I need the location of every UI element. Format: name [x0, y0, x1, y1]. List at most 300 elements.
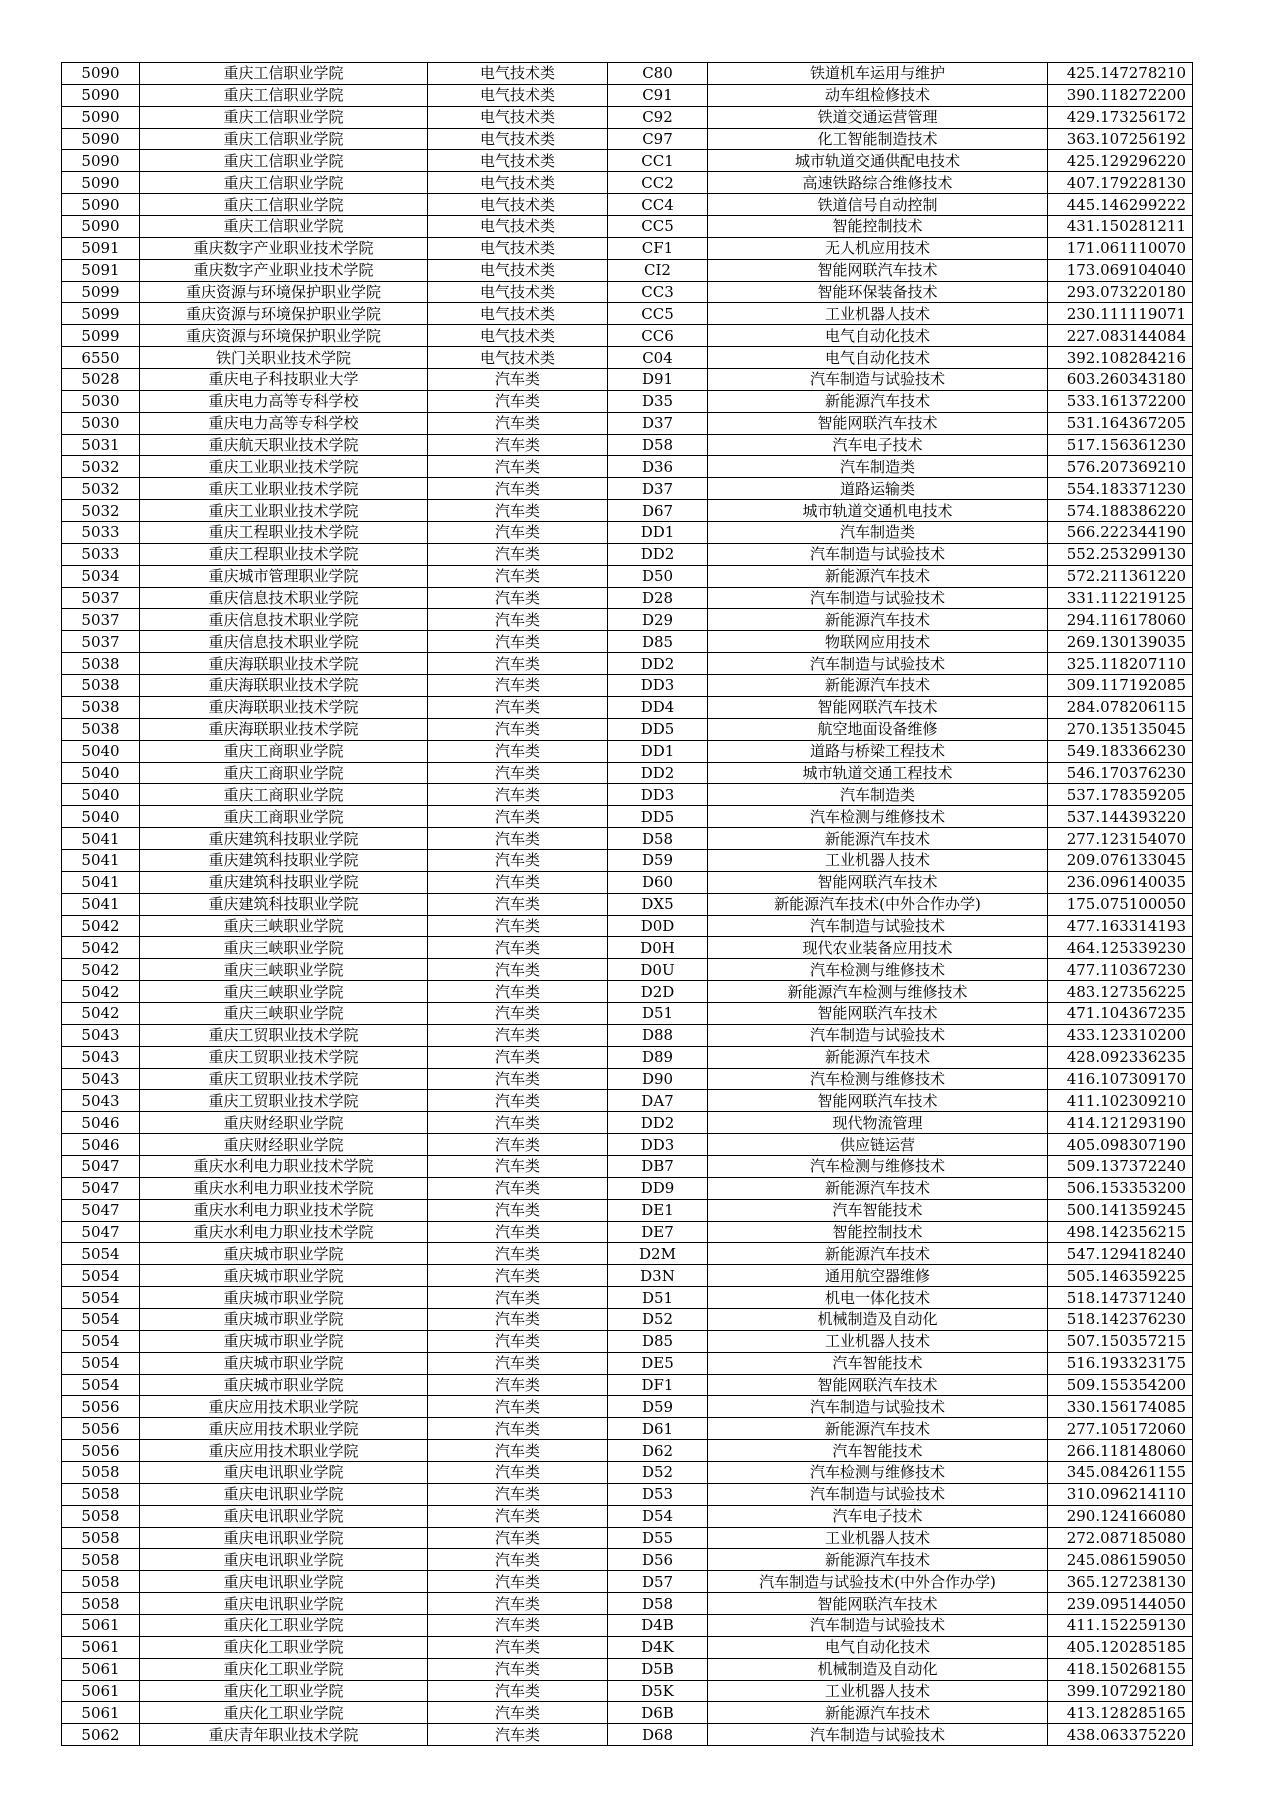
table-row [62, 390, 1193, 412]
table-row [62, 500, 1193, 522]
table-row [62, 1593, 1193, 1615]
school-code-cell: 5030 [62, 412, 140, 434]
school-code-cell: 5058 [62, 1527, 140, 1549]
school-name-cell: 重庆水利电力职业技术学院 [140, 1177, 428, 1199]
table-row [62, 1352, 1193, 1374]
table-row [62, 893, 1193, 915]
score-cell: 290.124166080 [1048, 1505, 1193, 1527]
score-cell: 392.108284216 [1048, 347, 1193, 369]
table-row [62, 1068, 1193, 1090]
school-code-cell: 5090 [62, 194, 140, 216]
major-code-cell: D58 [608, 434, 708, 456]
score-cell: 330.156174085 [1048, 1396, 1193, 1418]
score-cell: 365.127238130 [1048, 1571, 1193, 1593]
school-code-cell: 5041 [62, 871, 140, 893]
category-cell: 汽车类 [428, 1440, 608, 1462]
major-code-cell: D62 [608, 1440, 708, 1462]
major-code-cell: C04 [608, 347, 708, 369]
major-code-cell: DD3 [608, 784, 708, 806]
table-row [62, 915, 1193, 937]
school-code-cell: 5040 [62, 762, 140, 784]
score-cell: 277.105172060 [1048, 1418, 1193, 1440]
score-cell: 572.211361220 [1048, 565, 1193, 587]
table-row [62, 565, 1193, 587]
table-row [62, 1396, 1193, 1418]
score-cell: 245.086159050 [1048, 1549, 1193, 1571]
score-cell: 429.173256172 [1048, 106, 1193, 128]
major-name-cell: 工业机器人技术 [708, 1527, 1048, 1549]
category-cell: 汽车类 [428, 1308, 608, 1330]
school-name-cell: 重庆工信职业学院 [140, 84, 428, 106]
major-code-cell: CC3 [608, 281, 708, 303]
major-code-cell: D54 [608, 1505, 708, 1527]
score-cell: 269.130139035 [1048, 631, 1193, 653]
category-cell: 汽车类 [428, 1112, 608, 1134]
school-code-cell: 5041 [62, 828, 140, 850]
school-name-cell: 重庆资源与环境保护职业学院 [140, 303, 428, 325]
school-name-cell: 铁门关职业技术学院 [140, 347, 428, 369]
school-code-cell: 5028 [62, 369, 140, 391]
major-code-cell: DD1 [608, 740, 708, 762]
score-cell: 425.147278210 [1048, 63, 1193, 85]
category-cell: 汽车类 [428, 609, 608, 631]
table-row [62, 347, 1193, 369]
major-code-cell: D67 [608, 500, 708, 522]
category-cell: 汽车类 [428, 1374, 608, 1396]
major-name-cell: 汽车制造类 [708, 456, 1048, 478]
score-cell: 483.127356225 [1048, 981, 1193, 1003]
school-code-cell: 5046 [62, 1134, 140, 1156]
school-name-cell: 重庆数字产业职业技术学院 [140, 237, 428, 259]
table-row [62, 740, 1193, 762]
school-name-cell: 重庆化工职业学院 [140, 1702, 428, 1724]
major-name-cell: 智能网联汽车技术 [708, 1090, 1048, 1112]
category-cell: 电气技术类 [428, 325, 608, 347]
school-code-cell: 5043 [62, 1046, 140, 1068]
score-cell: 173.069104040 [1048, 259, 1193, 281]
major-name-cell: 汽车电子技术 [708, 1505, 1048, 1527]
major-name-cell: 汽车制造类 [708, 784, 1048, 806]
school-code-cell: 5032 [62, 500, 140, 522]
table-row [62, 106, 1193, 128]
category-cell: 汽车类 [428, 915, 608, 937]
category-cell: 汽车类 [428, 1724, 608, 1746]
school-name-cell: 重庆工业职业技术学院 [140, 500, 428, 522]
admission-score-table [61, 62, 1193, 1746]
major-code-cell: DD3 [608, 675, 708, 697]
major-name-cell: 工业机器人技术 [708, 849, 1048, 871]
school-code-cell: 5038 [62, 696, 140, 718]
table-row [62, 1024, 1193, 1046]
score-cell: 464.125339230 [1048, 937, 1193, 959]
major-code-cell: C80 [608, 63, 708, 85]
school-name-cell: 重庆工信职业学院 [140, 106, 428, 128]
school-name-cell: 重庆水利电力职业技术学院 [140, 1221, 428, 1243]
category-cell: 电气技术类 [428, 150, 608, 172]
school-name-cell: 重庆信息技术职业学院 [140, 587, 428, 609]
school-name-cell: 重庆化工职业学院 [140, 1636, 428, 1658]
school-code-cell: 5040 [62, 806, 140, 828]
table-row [62, 456, 1193, 478]
category-cell: 汽车类 [428, 937, 608, 959]
category-cell: 汽车类 [428, 1155, 608, 1177]
major-code-cell: C97 [608, 128, 708, 150]
table-row [62, 762, 1193, 784]
category-cell: 汽车类 [428, 500, 608, 522]
category-cell: 汽车类 [428, 1199, 608, 1221]
table-row [62, 128, 1193, 150]
category-cell: 汽车类 [428, 1571, 608, 1593]
score-cell: 209.076133045 [1048, 849, 1193, 871]
major-name-cell: 铁道信号自动控制 [708, 194, 1048, 216]
table-row [62, 631, 1193, 653]
score-cell: 517.156361230 [1048, 434, 1193, 456]
category-cell: 汽车类 [428, 828, 608, 850]
major-code-cell: DD5 [608, 806, 708, 828]
school-name-cell: 重庆电讯职业学院 [140, 1483, 428, 1505]
category-cell: 汽车类 [428, 587, 608, 609]
major-code-cell: DA7 [608, 1090, 708, 1112]
school-name-cell: 重庆信息技术职业学院 [140, 609, 428, 631]
school-name-cell: 重庆电讯职业学院 [140, 1462, 428, 1484]
table-row [62, 653, 1193, 675]
school-code-cell: 5091 [62, 259, 140, 281]
score-cell: 405.098307190 [1048, 1134, 1193, 1156]
score-cell: 505.146359225 [1048, 1265, 1193, 1287]
major-code-cell: D50 [608, 565, 708, 587]
school-name-cell: 重庆应用技术职业学院 [140, 1396, 428, 1418]
category-cell: 汽车类 [428, 893, 608, 915]
score-cell: 277.123154070 [1048, 828, 1193, 850]
school-name-cell: 重庆工信职业学院 [140, 194, 428, 216]
school-code-cell: 5037 [62, 609, 140, 631]
major-code-cell: D85 [608, 1330, 708, 1352]
table-row [62, 1549, 1193, 1571]
major-code-cell: CC1 [608, 150, 708, 172]
category-cell: 汽车类 [428, 959, 608, 981]
school-name-cell: 重庆工贸职业技术学院 [140, 1024, 428, 1046]
score-cell: 171.061110070 [1048, 237, 1193, 259]
table-row [62, 1483, 1193, 1505]
school-name-cell: 重庆资源与环境保护职业学院 [140, 325, 428, 347]
score-cell: 509.137372240 [1048, 1155, 1193, 1177]
score-cell: 471.104367235 [1048, 1002, 1193, 1024]
major-code-cell: D52 [608, 1308, 708, 1330]
school-name-cell: 重庆工贸职业技术学院 [140, 1090, 428, 1112]
major-name-cell: 铁道机车运用与维护 [708, 63, 1048, 85]
score-cell: 407.179228130 [1048, 172, 1193, 194]
school-code-cell: 5056 [62, 1418, 140, 1440]
school-code-cell: 5041 [62, 849, 140, 871]
score-cell: 331.112219125 [1048, 587, 1193, 609]
school-name-cell: 重庆工信职业学院 [140, 63, 428, 85]
score-cell: 533.161372200 [1048, 390, 1193, 412]
school-code-cell: 5042 [62, 937, 140, 959]
school-name-cell: 重庆财经职业学院 [140, 1112, 428, 1134]
major-name-cell: 智能控制技术 [708, 1221, 1048, 1243]
major-code-cell: DE5 [608, 1352, 708, 1374]
major-code-cell: D59 [608, 1396, 708, 1418]
major-code-cell: C91 [608, 84, 708, 106]
table-row [62, 937, 1193, 959]
category-cell: 汽车类 [428, 1418, 608, 1440]
major-code-cell: D55 [608, 1527, 708, 1549]
score-cell: 293.073220180 [1048, 281, 1193, 303]
table-row [62, 1265, 1193, 1287]
school-code-cell: 5090 [62, 84, 140, 106]
school-name-cell: 重庆三峡职业学院 [140, 1002, 428, 1024]
table-row [62, 1636, 1193, 1658]
school-code-cell: 5043 [62, 1090, 140, 1112]
school-code-cell: 5042 [62, 915, 140, 937]
school-name-cell: 重庆电讯职业学院 [140, 1593, 428, 1615]
major-code-cell: C92 [608, 106, 708, 128]
table-row [62, 1462, 1193, 1484]
table-row [62, 1571, 1193, 1593]
score-cell: 416.107309170 [1048, 1068, 1193, 1090]
school-code-cell: 5054 [62, 1308, 140, 1330]
school-name-cell: 重庆海联职业技术学院 [140, 718, 428, 740]
major-name-cell: 新能源汽车技术 [708, 565, 1048, 587]
school-code-cell: 5054 [62, 1265, 140, 1287]
major-name-cell: 汽车智能技术 [708, 1199, 1048, 1221]
school-name-cell: 重庆三峡职业学院 [140, 981, 428, 1003]
score-cell: 576.207369210 [1048, 456, 1193, 478]
major-code-cell: CC4 [608, 194, 708, 216]
score-cell: 509.155354200 [1048, 1374, 1193, 1396]
major-code-cell: DD2 [608, 543, 708, 565]
school-name-cell: 重庆信息技术职业学院 [140, 631, 428, 653]
school-code-cell: 5037 [62, 587, 140, 609]
major-code-cell: DF1 [608, 1374, 708, 1396]
major-name-cell: 汽车制造与试验技术 [708, 653, 1048, 675]
category-cell: 汽车类 [428, 1046, 608, 1068]
table-row [62, 325, 1193, 347]
major-code-cell: CC6 [608, 325, 708, 347]
score-cell: 272.087185080 [1048, 1527, 1193, 1549]
school-code-cell: 5046 [62, 1112, 140, 1134]
table-row [62, 194, 1193, 216]
major-name-cell: 机械制造及自动化 [708, 1308, 1048, 1330]
score-cell: 230.111119071 [1048, 303, 1193, 325]
school-name-cell: 重庆电讯职业学院 [140, 1571, 428, 1593]
school-code-cell: 5047 [62, 1155, 140, 1177]
category-cell: 汽车类 [428, 1636, 608, 1658]
table-row [62, 1002, 1193, 1024]
table-row [62, 63, 1193, 85]
score-cell: 270.135135045 [1048, 718, 1193, 740]
major-code-cell: CC2 [608, 172, 708, 194]
major-name-cell: 航空地面设备维修 [708, 718, 1048, 740]
category-cell: 汽车类 [428, 456, 608, 478]
school-name-cell: 重庆工贸职业技术学院 [140, 1046, 428, 1068]
score-cell: 325.118207110 [1048, 653, 1193, 675]
school-name-cell: 重庆工贸职业技术学院 [140, 1068, 428, 1090]
school-name-cell: 重庆工信职业学院 [140, 128, 428, 150]
school-name-cell: 重庆数字产业职业技术学院 [140, 259, 428, 281]
school-name-cell: 重庆海联职业技术学院 [140, 696, 428, 718]
table-row [62, 1221, 1193, 1243]
score-cell: 516.193323175 [1048, 1352, 1193, 1374]
major-code-cell: D51 [608, 1287, 708, 1309]
school-code-cell: 5054 [62, 1374, 140, 1396]
major-code-cell: D53 [608, 1483, 708, 1505]
major-name-cell: 通用航空器维修 [708, 1265, 1048, 1287]
score-cell: 284.078206115 [1048, 696, 1193, 718]
major-code-cell: CC5 [608, 216, 708, 238]
school-code-cell: 5038 [62, 718, 140, 740]
score-cell: 399.107292180 [1048, 1680, 1193, 1702]
table-row [62, 587, 1193, 609]
major-code-cell: D36 [608, 456, 708, 478]
school-code-cell: 5091 [62, 237, 140, 259]
major-name-cell: 新能源汽车技术 [708, 828, 1048, 850]
major-code-cell: DD2 [608, 653, 708, 675]
score-cell: 266.118148060 [1048, 1440, 1193, 1462]
category-cell: 汽车类 [428, 1287, 608, 1309]
table-row [62, 150, 1193, 172]
category-cell: 汽车类 [428, 1068, 608, 1090]
category-cell: 汽车类 [428, 565, 608, 587]
school-name-cell: 重庆三峡职业学院 [140, 915, 428, 937]
score-cell: 413.128285165 [1048, 1702, 1193, 1724]
school-code-cell: 5042 [62, 981, 140, 1003]
table-row [62, 1199, 1193, 1221]
category-cell: 汽车类 [428, 675, 608, 697]
school-name-cell: 重庆工程职业技术学院 [140, 522, 428, 544]
major-code-cell: D37 [608, 412, 708, 434]
school-code-cell: 5099 [62, 325, 140, 347]
major-name-cell: 化工智能制造技术 [708, 128, 1048, 150]
major-code-cell: CI2 [608, 259, 708, 281]
school-name-cell: 重庆城市职业学院 [140, 1287, 428, 1309]
major-code-cell: DE7 [608, 1221, 708, 1243]
school-code-cell: 5090 [62, 172, 140, 194]
category-cell: 汽车类 [428, 806, 608, 828]
school-code-cell: 5032 [62, 456, 140, 478]
category-cell: 汽车类 [428, 1396, 608, 1418]
score-cell: 363.107256192 [1048, 128, 1193, 150]
table-row [62, 1046, 1193, 1068]
school-name-cell: 重庆工业职业技术学院 [140, 456, 428, 478]
category-cell: 汽车类 [428, 1615, 608, 1637]
major-name-cell: 汽车制造与试验技术 [708, 369, 1048, 391]
major-name-cell: 现代物流管理 [708, 1112, 1048, 1134]
category-cell: 汽车类 [428, 1265, 608, 1287]
school-name-cell: 重庆城市职业学院 [140, 1265, 428, 1287]
score-cell: 425.129296220 [1048, 150, 1193, 172]
category-cell: 汽车类 [428, 631, 608, 653]
major-name-cell: 铁道交通运营管理 [708, 106, 1048, 128]
category-cell: 汽车类 [428, 696, 608, 718]
school-code-cell: 5033 [62, 522, 140, 544]
school-code-cell: 5058 [62, 1483, 140, 1505]
major-code-cell: D91 [608, 369, 708, 391]
table-row [62, 1090, 1193, 1112]
major-name-cell: 工业机器人技术 [708, 1680, 1048, 1702]
score-cell: 537.178359205 [1048, 784, 1193, 806]
school-name-cell: 重庆城市职业学院 [140, 1308, 428, 1330]
category-cell: 汽车类 [428, 762, 608, 784]
school-code-cell: 5058 [62, 1549, 140, 1571]
school-code-cell: 5040 [62, 784, 140, 806]
table-row [62, 172, 1193, 194]
major-code-cell: D60 [608, 871, 708, 893]
score-cell: 537.144393220 [1048, 806, 1193, 828]
major-name-cell: 智能网联汽车技术 [708, 696, 1048, 718]
table-row [62, 1440, 1193, 1462]
category-cell: 汽车类 [428, 412, 608, 434]
category-cell: 汽车类 [428, 1002, 608, 1024]
major-code-cell: D88 [608, 1024, 708, 1046]
category-cell: 电气技术类 [428, 128, 608, 150]
major-name-cell: 智能控制技术 [708, 216, 1048, 238]
category-cell: 电气技术类 [428, 347, 608, 369]
school-name-cell: 重庆财经职业学院 [140, 1134, 428, 1156]
table-row [62, 609, 1193, 631]
major-name-cell: 新能源汽车技术 [708, 1243, 1048, 1265]
score-cell: 239.095144050 [1048, 1593, 1193, 1615]
table-row [62, 1505, 1193, 1527]
school-code-cell: 5058 [62, 1571, 140, 1593]
table-row [62, 412, 1193, 434]
major-code-cell: D85 [608, 631, 708, 653]
major-name-cell: 汽车电子技术 [708, 434, 1048, 456]
major-code-cell: CF1 [608, 237, 708, 259]
major-code-cell: DD2 [608, 1112, 708, 1134]
school-name-cell: 重庆工程职业技术学院 [140, 543, 428, 565]
score-cell: 574.188386220 [1048, 500, 1193, 522]
score-cell: 549.183366230 [1048, 740, 1193, 762]
major-name-cell: 工业机器人技术 [708, 303, 1048, 325]
category-cell: 电气技术类 [428, 303, 608, 325]
major-name-cell: 电气自动化技术 [708, 1636, 1048, 1658]
major-name-cell: 电气自动化技术 [708, 325, 1048, 347]
major-code-cell: D56 [608, 1549, 708, 1571]
category-cell: 汽车类 [428, 849, 608, 871]
major-name-cell: 机电一体化技术 [708, 1287, 1048, 1309]
major-name-cell: 城市轨道交通机电技术 [708, 500, 1048, 522]
major-code-cell: D5K [608, 1680, 708, 1702]
score-cell: 433.123310200 [1048, 1024, 1193, 1046]
school-name-cell: 重庆青年职业技术学院 [140, 1724, 428, 1746]
score-cell: 438.063375220 [1048, 1724, 1193, 1746]
school-name-cell: 重庆化工职业学院 [140, 1658, 428, 1680]
table-row [62, 1374, 1193, 1396]
table-row [62, 1155, 1193, 1177]
major-name-cell: 新能源汽车技术 [708, 1549, 1048, 1571]
category-cell: 汽车类 [428, 1462, 608, 1484]
table-row [62, 784, 1193, 806]
school-name-cell: 重庆应用技术职业学院 [140, 1440, 428, 1462]
table-row [62, 1308, 1193, 1330]
school-name-cell: 重庆电子科技职业大学 [140, 369, 428, 391]
major-code-cell: D4B [608, 1615, 708, 1637]
major-name-cell: 新能源汽车技术 [708, 1046, 1048, 1068]
table-row [62, 259, 1193, 281]
score-cell: 531.164367205 [1048, 412, 1193, 434]
school-code-cell: 5058 [62, 1593, 140, 1615]
school-code-cell: 5038 [62, 653, 140, 675]
table-row [62, 1702, 1193, 1724]
table-row [62, 675, 1193, 697]
school-name-cell: 重庆水利电力职业技术学院 [140, 1155, 428, 1177]
major-name-cell: 智能网联汽车技术 [708, 1593, 1048, 1615]
table-row [62, 543, 1193, 565]
school-name-cell: 重庆城市职业学院 [140, 1352, 428, 1374]
school-name-cell: 重庆城市职业学院 [140, 1330, 428, 1352]
score-cell: 498.142356215 [1048, 1221, 1193, 1243]
